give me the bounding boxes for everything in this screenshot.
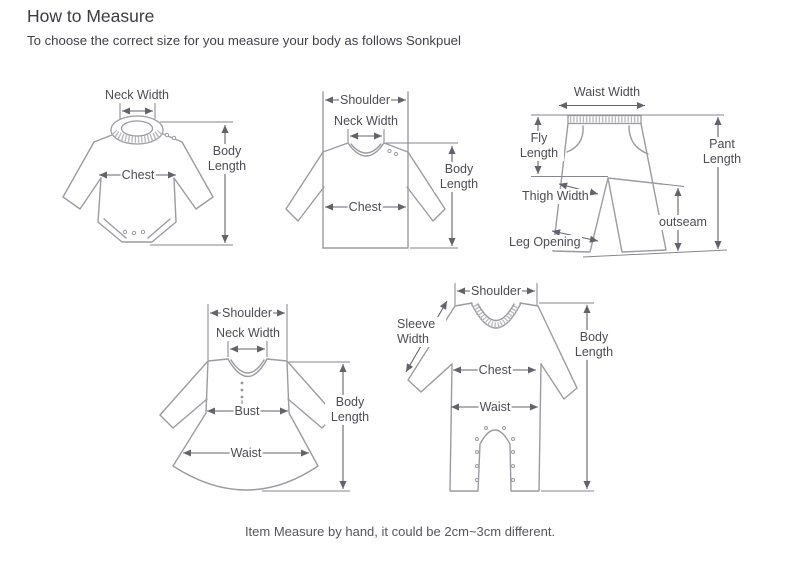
tshirt-body-length-label: Body Length [434,162,484,192]
dress-neck-width-label: Neck Width [216,326,280,340]
dress-body-length-label: Body Length [325,395,375,425]
shorts-thigh-width-label: Thigh Width [522,189,589,203]
shorts-leg-opening-label: Leg Opening [509,235,581,249]
dress-shoulder-label: Shoulder [221,306,273,320]
romper-shoulder-label: Shoulder [470,284,522,298]
bodysuit-neck-width-label: Neck Width [105,88,169,102]
tshirt-shoulder-label: Shoulder [339,93,391,107]
romper-chest-label: Chest [478,363,512,377]
dress-bust-label: Bust [234,404,260,418]
dress-waist-label: Waist [230,446,262,460]
tshirt-chest-label: Chest [348,200,382,214]
shorts-pant-length-label: Pant Length [697,137,747,167]
bodysuit-chest-label: Chest [121,168,155,182]
measure-disclaimer: Item Measure by hand, it could be 2cm~3cm different. [244,524,556,539]
tshirt-neck-width-label: Neck Width [334,114,398,128]
shorts-outseam-label: outseam [659,215,707,229]
romper-body-length-label: Body Length [569,330,619,360]
page-subtitle: To choose the correct size for you measure your body as follows Sonkpuel [27,33,461,48]
romper-waist-label: Waist [479,400,511,414]
bodysuit-body-length-label: Body Length [202,144,252,174]
romper-drawing [406,283,594,491]
shorts-waist-width-label: Waist Width [573,85,641,99]
romper-sleeve-width-label: Sleeve Width [396,317,446,347]
shorts-fly-length-label: Fly Length [514,131,564,161]
page-title: How to Measure [27,6,155,26]
